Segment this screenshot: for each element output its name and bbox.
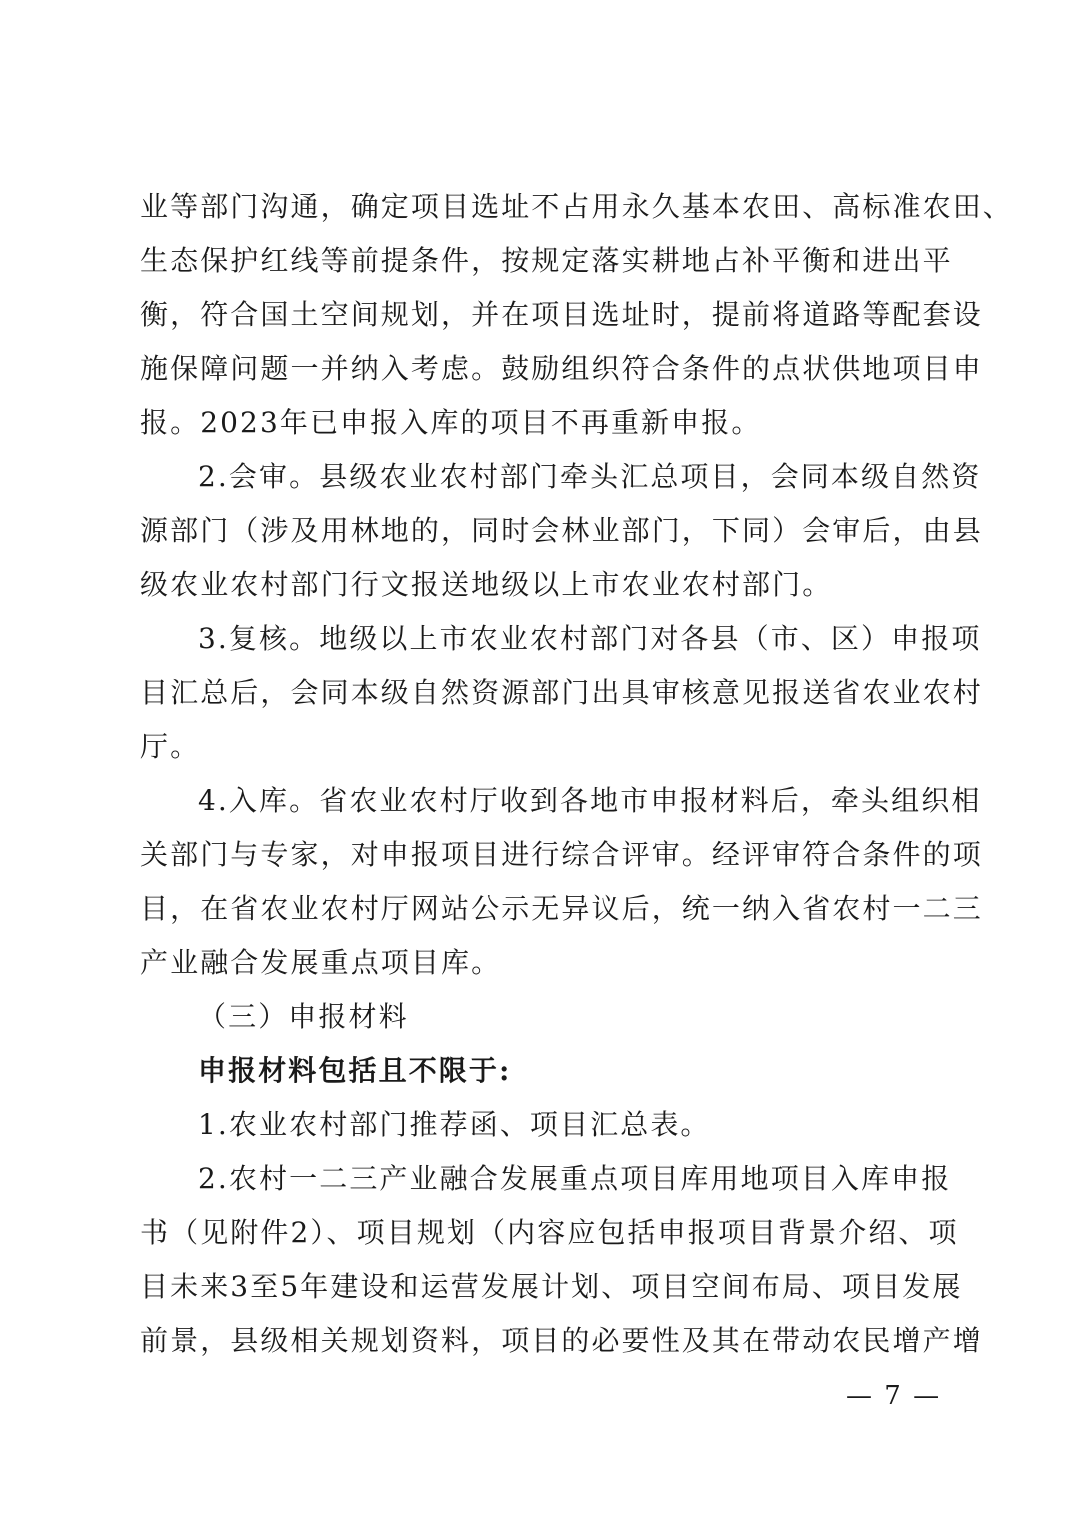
text-line: 2.会审。县级农业农村部门牵头汇总项目，会同本级自然资 [198, 460, 982, 493]
text-line: 源部门（涉及用林地的，同时会林业部门，下同）会审后，由县 [140, 514, 983, 547]
text-line: 厅。 [140, 730, 201, 763]
section-heading: （三）申报材料 [198, 1000, 409, 1033]
text-line: 级农业农村部门行文报送地级以上市农业农村部门。 [140, 568, 833, 601]
text-line: 目，在省农业农村厅网站公示无异议后，统一纳入省农村一二三 [140, 892, 983, 925]
page-number: — 7 — [846, 1381, 942, 1411]
text-line: 施保障问题一并纳入考虑。鼓励组织符合条件的点状供地项目申 [140, 352, 983, 385]
body-text [140, 180, 1013, 1368]
text-line: 1.农业农村部门推荐函、项目汇总表。 [198, 1108, 711, 1141]
text-line: 3.复核。地级以上市农业农村部门对各县（市、区）申报项 [198, 622, 982, 655]
text-line: 生态保护红线等前提条件，按规定落实耕地占补平衡和进出平 [140, 244, 953, 277]
text-line: 4.入库。省农业农村厅收到各地市申报材料后，牵头组织相 [198, 784, 982, 817]
text-line: 业等部门沟通，确定项目选址不占用永久基本农田、高标准农田、 [140, 190, 1013, 223]
text-line: 目未来3至5年建设和运营发展计划、项目空间布局、项目发展 [140, 1270, 963, 1303]
text-line: 书（见附件2）、项目规划（内容应包括申报项目背景介绍、项 [140, 1216, 959, 1249]
text-line: 2.农村一二三产业融合发展重点项目库用地项目入库申报 [198, 1162, 952, 1195]
text-line: 衡，符合国土空间规划，并在项目选址时，提前将道路等配套设 [140, 298, 983, 331]
text-line: 前景，县级相关规划资料，项目的必要性及其在带动农民增产增 [140, 1324, 983, 1357]
bold-heading: 申报材料包括且不限于: [198, 1054, 512, 1087]
text-line: 产业融合发展重点项目库。 [140, 946, 502, 979]
text-line: 关部门与专家，对申报项目进行综合评审。经评审符合条件的项 [140, 838, 983, 871]
text-line: 目汇总后，会同本级自然资源部门出具审核意见报送省农业农村 [140, 676, 983, 709]
text-line: 报。2023年已申报入库的项目不再重新申报。 [140, 406, 762, 439]
